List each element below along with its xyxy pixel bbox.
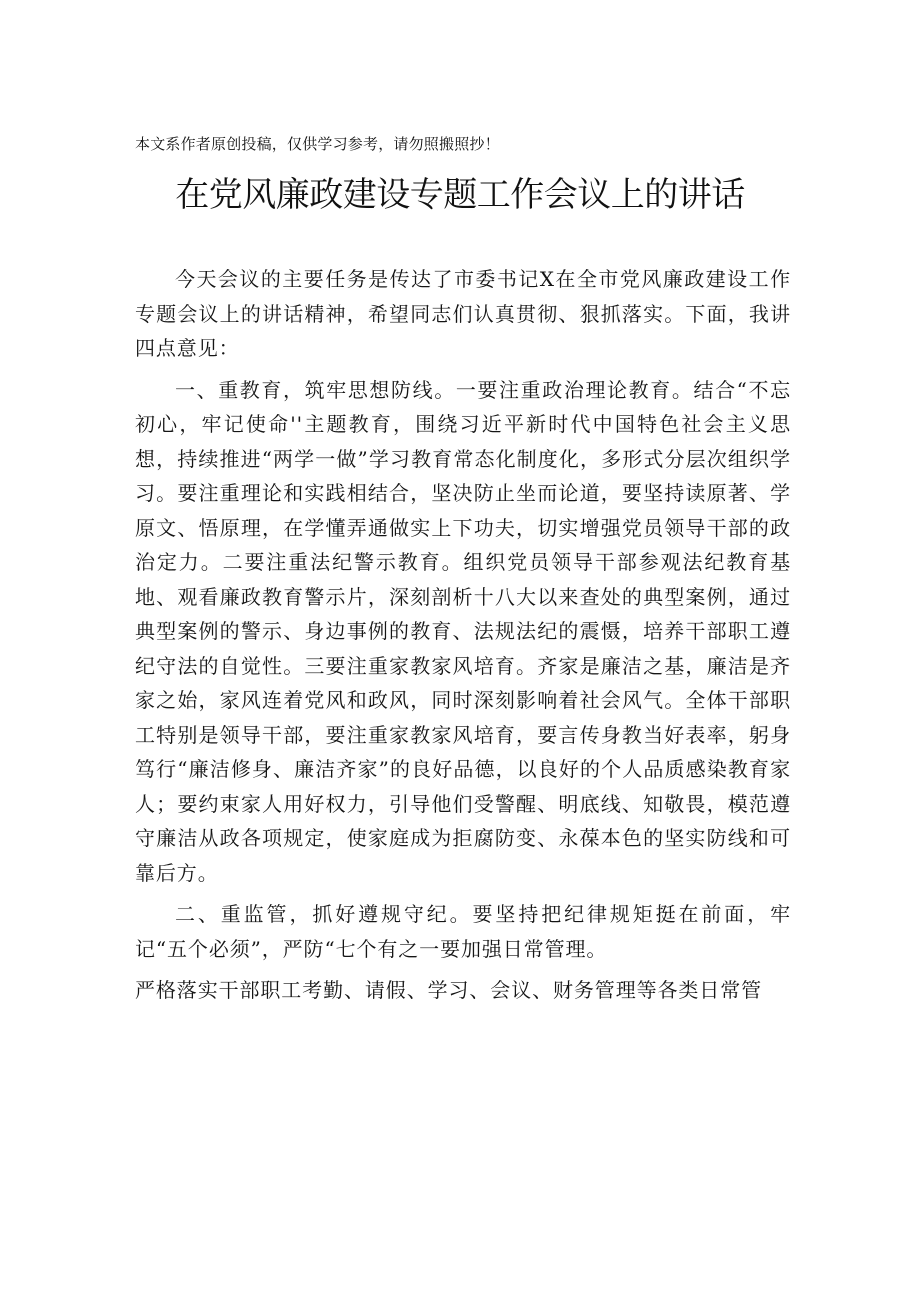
paragraph-intro: 今天会议的主要任务是传达了市委书记X在全市党风廉政建设工作专题会议上的讲话精神，希望同志们认真贯彻、狠抓落实。下面，我讲四点意见： [135, 267, 791, 360]
paragraph-continuation: 严格落实干部职工考勤、请假、学习、会议、财务管理等各类日常管 [135, 978, 762, 1002]
copyright-notice: 本文系作者原创投稿，仅供学习参考，请勿照搬照抄！ [135, 135, 500, 153]
paragraph-section-2: 二、重监管，抓好遵规守纪。要坚持把纪律规矩挺在前面，牢记“五个必须”，严防“七个有之一要加强日常管理。 [135, 902, 791, 961]
paragraph-section-1: 一、重教育，筑牢思想防线。一要注重政治理论教育。结合“不忘初心，牢记使命''主题教育，围绕习近平新时代中国特色社会主义思想，持续推进“两学一做”学习教育常态化制度化，多形式分层次组织学习。要注重理论和实践相结合，坚决防止坐而论道，要坚持读原著、学原文、悟原理，在学懂弄通做实上下功夫，切实增强党员领导干部的政治定力。二要注重法纪警示教育。组织党员领导干部参观法纪教育基地、观看廉政教育警示片，深刻剖析十八大以来查处的典型案例，通过典型案例的警示、身边事例的教育、法规法纪的震慑，培养干部职工遵纪守法的自觉性。三要注重家教家风培育。齐家是廉洁之基，廉洁是齐家之始，家风连着党风和政风，同时深刻影响着社会风气。全体干部职工特别是领导干部，要注重家教家风培育，要言传身教当好表率，躬身笃行“廉洁修身、廉洁齐家”的良好品德，以良好的个人品质感染教育家人；要约束家人用好权力，引导他们受警醒、明底线、知敬畏，模范遵守廉洁从政各项规定，使家庭成为拒腐防变、永葆本色的坚实防线和可靠后方。 [135, 377, 791, 885]
page-title: 在党风廉政建设专题工作会议上的讲话 [175, 175, 745, 215]
document-body [135, 262, 791, 1015]
